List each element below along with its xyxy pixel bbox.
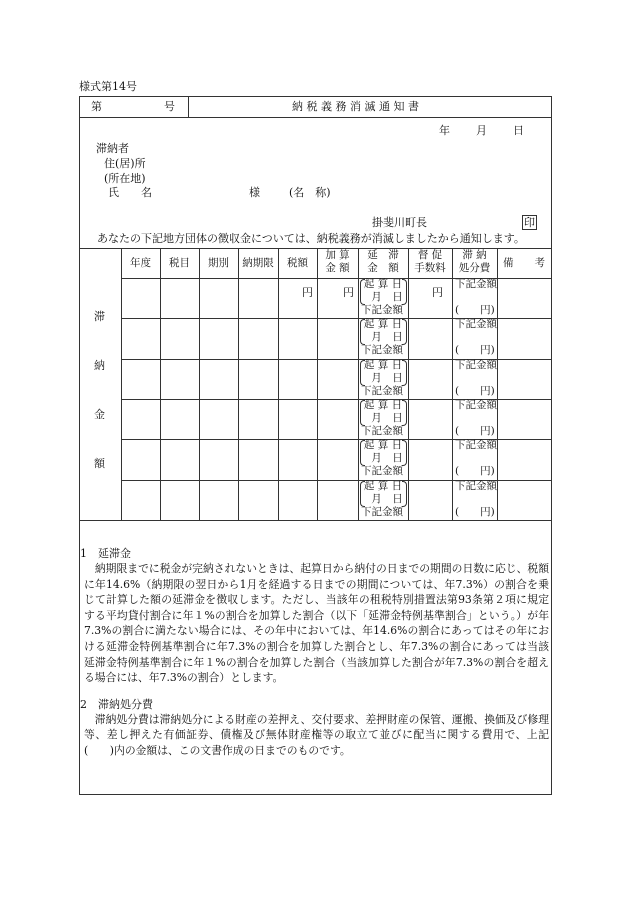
start-date-label: 起 算 日 — [363, 480, 403, 492]
seal-icon: 印 — [524, 216, 535, 229]
header-column-divider — [188, 96, 189, 117]
yen-unit: 円 — [343, 286, 354, 299]
month-day-label: 月 日 — [371, 331, 403, 343]
date-year: 年 — [439, 124, 450, 137]
start-date-label: 起 算 日 — [363, 359, 403, 371]
note-2-body: 滞納処分費は滞納処分による財産の差押え、交付要求、差押財産の保管、運搬、換価及び修理等、差し押えた有価証券、債権及び無体財産権等の取立て並びに配当に関する費用で、上記( )内の金額は、この文書作成の日までのものです。 — [84, 712, 549, 757]
below-amount-label: 下記金額 — [455, 359, 497, 371]
issuer-name: 掛斐川町長 — [372, 216, 427, 229]
month-day-label: 月 日 — [371, 291, 403, 303]
recipient-label: 滞納者 — [96, 142, 129, 155]
below-amount-label: 下記金額 — [361, 425, 403, 437]
location-label: (所在地) — [104, 172, 146, 185]
side-label-char: 滞 — [94, 310, 105, 323]
column-header: 滞 納 処分費 — [458, 249, 491, 274]
below-amount-label: 下記金額 — [455, 399, 497, 411]
yen-unit: 円 — [432, 286, 443, 299]
fee-amount-field: ( 円) — [455, 385, 495, 397]
table-bottom-line — [79, 520, 552, 521]
notice-text: あなたの下記地方団体の徴収金については、納税義務が消滅しましたから通知します。 — [97, 232, 525, 245]
number-prefix: 第 — [91, 100, 102, 113]
below-amount-label: 下記金額 — [455, 480, 497, 492]
note-1-heading: 1 延滞金 — [80, 547, 131, 560]
below-amount-label: 下記金額 — [361, 465, 403, 477]
note-spacer — [80, 686, 549, 698]
below-amount-label: 下記金額 — [361, 506, 403, 518]
start-date-label: 起 算 日 — [363, 439, 403, 451]
below-amount-label: 下記金額 — [361, 304, 403, 316]
address-label: 住(居)所 — [104, 157, 146, 170]
start-date-label: 起 算 日 — [363, 399, 403, 411]
corp-name-label: (名 称) — [289, 186, 331, 199]
date-month: 月 — [476, 124, 487, 137]
below-amount-label: 下記金額 — [361, 385, 403, 397]
note-2-heading: 2 滞納処分費 — [80, 697, 153, 711]
column-header: 延 滞 金 額 — [367, 249, 399, 274]
page-title: 納 税 義 務 消 滅 通 知 書 — [292, 100, 419, 113]
below-amount-label: 下記金額 — [455, 318, 497, 330]
column-header: 加 算 金 額 — [325, 249, 350, 274]
fee-amount-field: ( 円) — [455, 506, 495, 518]
name-label: 氏 名 — [108, 186, 152, 199]
month-day-label: 月 日 — [371, 493, 403, 505]
column-header: 督 促 手数料 — [414, 249, 446, 274]
notes-section — [80, 547, 549, 759]
fee-amount-field: ( 円) — [455, 344, 495, 356]
column-header: 年度 — [130, 257, 151, 269]
fee-amount-field: ( 円) — [455, 304, 495, 316]
fee-amount-field: ( 円) — [455, 425, 495, 437]
start-date-label: 起 算 日 — [363, 318, 403, 330]
column-header: 期別 — [208, 257, 229, 269]
date-day: 日 — [513, 124, 524, 137]
form-number: 様式第14号 — [79, 80, 137, 93]
column-header: 備 考 — [503, 257, 545, 269]
below-amount-label: 下記金額 — [455, 278, 497, 290]
yen-unit: 円 — [302, 286, 313, 299]
month-day-label: 月 日 — [371, 452, 403, 464]
month-day-label: 月 日 — [371, 372, 403, 384]
below-amount-label: 下記金額 — [361, 344, 403, 356]
header-divider — [79, 117, 552, 118]
column-header: 税目 — [169, 257, 190, 269]
side-label-char: 金 — [94, 408, 105, 421]
month-day-label: 月 日 — [371, 412, 403, 424]
number-suffix: 号 — [164, 100, 175, 113]
column-header: 税額 — [287, 257, 308, 269]
column-header: 納期限 — [242, 257, 274, 269]
side-label-char: 納 — [94, 359, 105, 372]
side-label-char: 額 — [94, 457, 105, 470]
honorific: 様 — [249, 186, 260, 199]
fee-amount-field: ( 円) — [455, 465, 495, 477]
start-date-label: 起 算 日 — [363, 278, 403, 290]
below-amount-label: 下記金額 — [455, 439, 497, 451]
note-1-body: 納期限までに税金が完納されないときは、起算日から納付の日までの期間の日数に応じ、税額に年14.6%（納期限の翌日から1月を経過する日までの期間については、年7.3%）の割合を乗じて計算した額の延滞金を徴収します。ただし、当該年の租税特別措置法第93条第２項に規定する平均貸付割合に年１%の割合を加算した割合（以下「延滞金特例基準割合」という。）が年7.3%の割合に満たない場合には、その年中においては、年14.6%の割合にあってはその年における延滞金特例基準割合に年7.3%の割合を加算した割合とし、年7.3%の割合にあっては当該延滞金特例基準割合に年１%の割合を加算した割合（当該加算した割合が年7.3%の割合を超える場合には、年7.3%の割合）とします。 — [84, 562, 549, 685]
